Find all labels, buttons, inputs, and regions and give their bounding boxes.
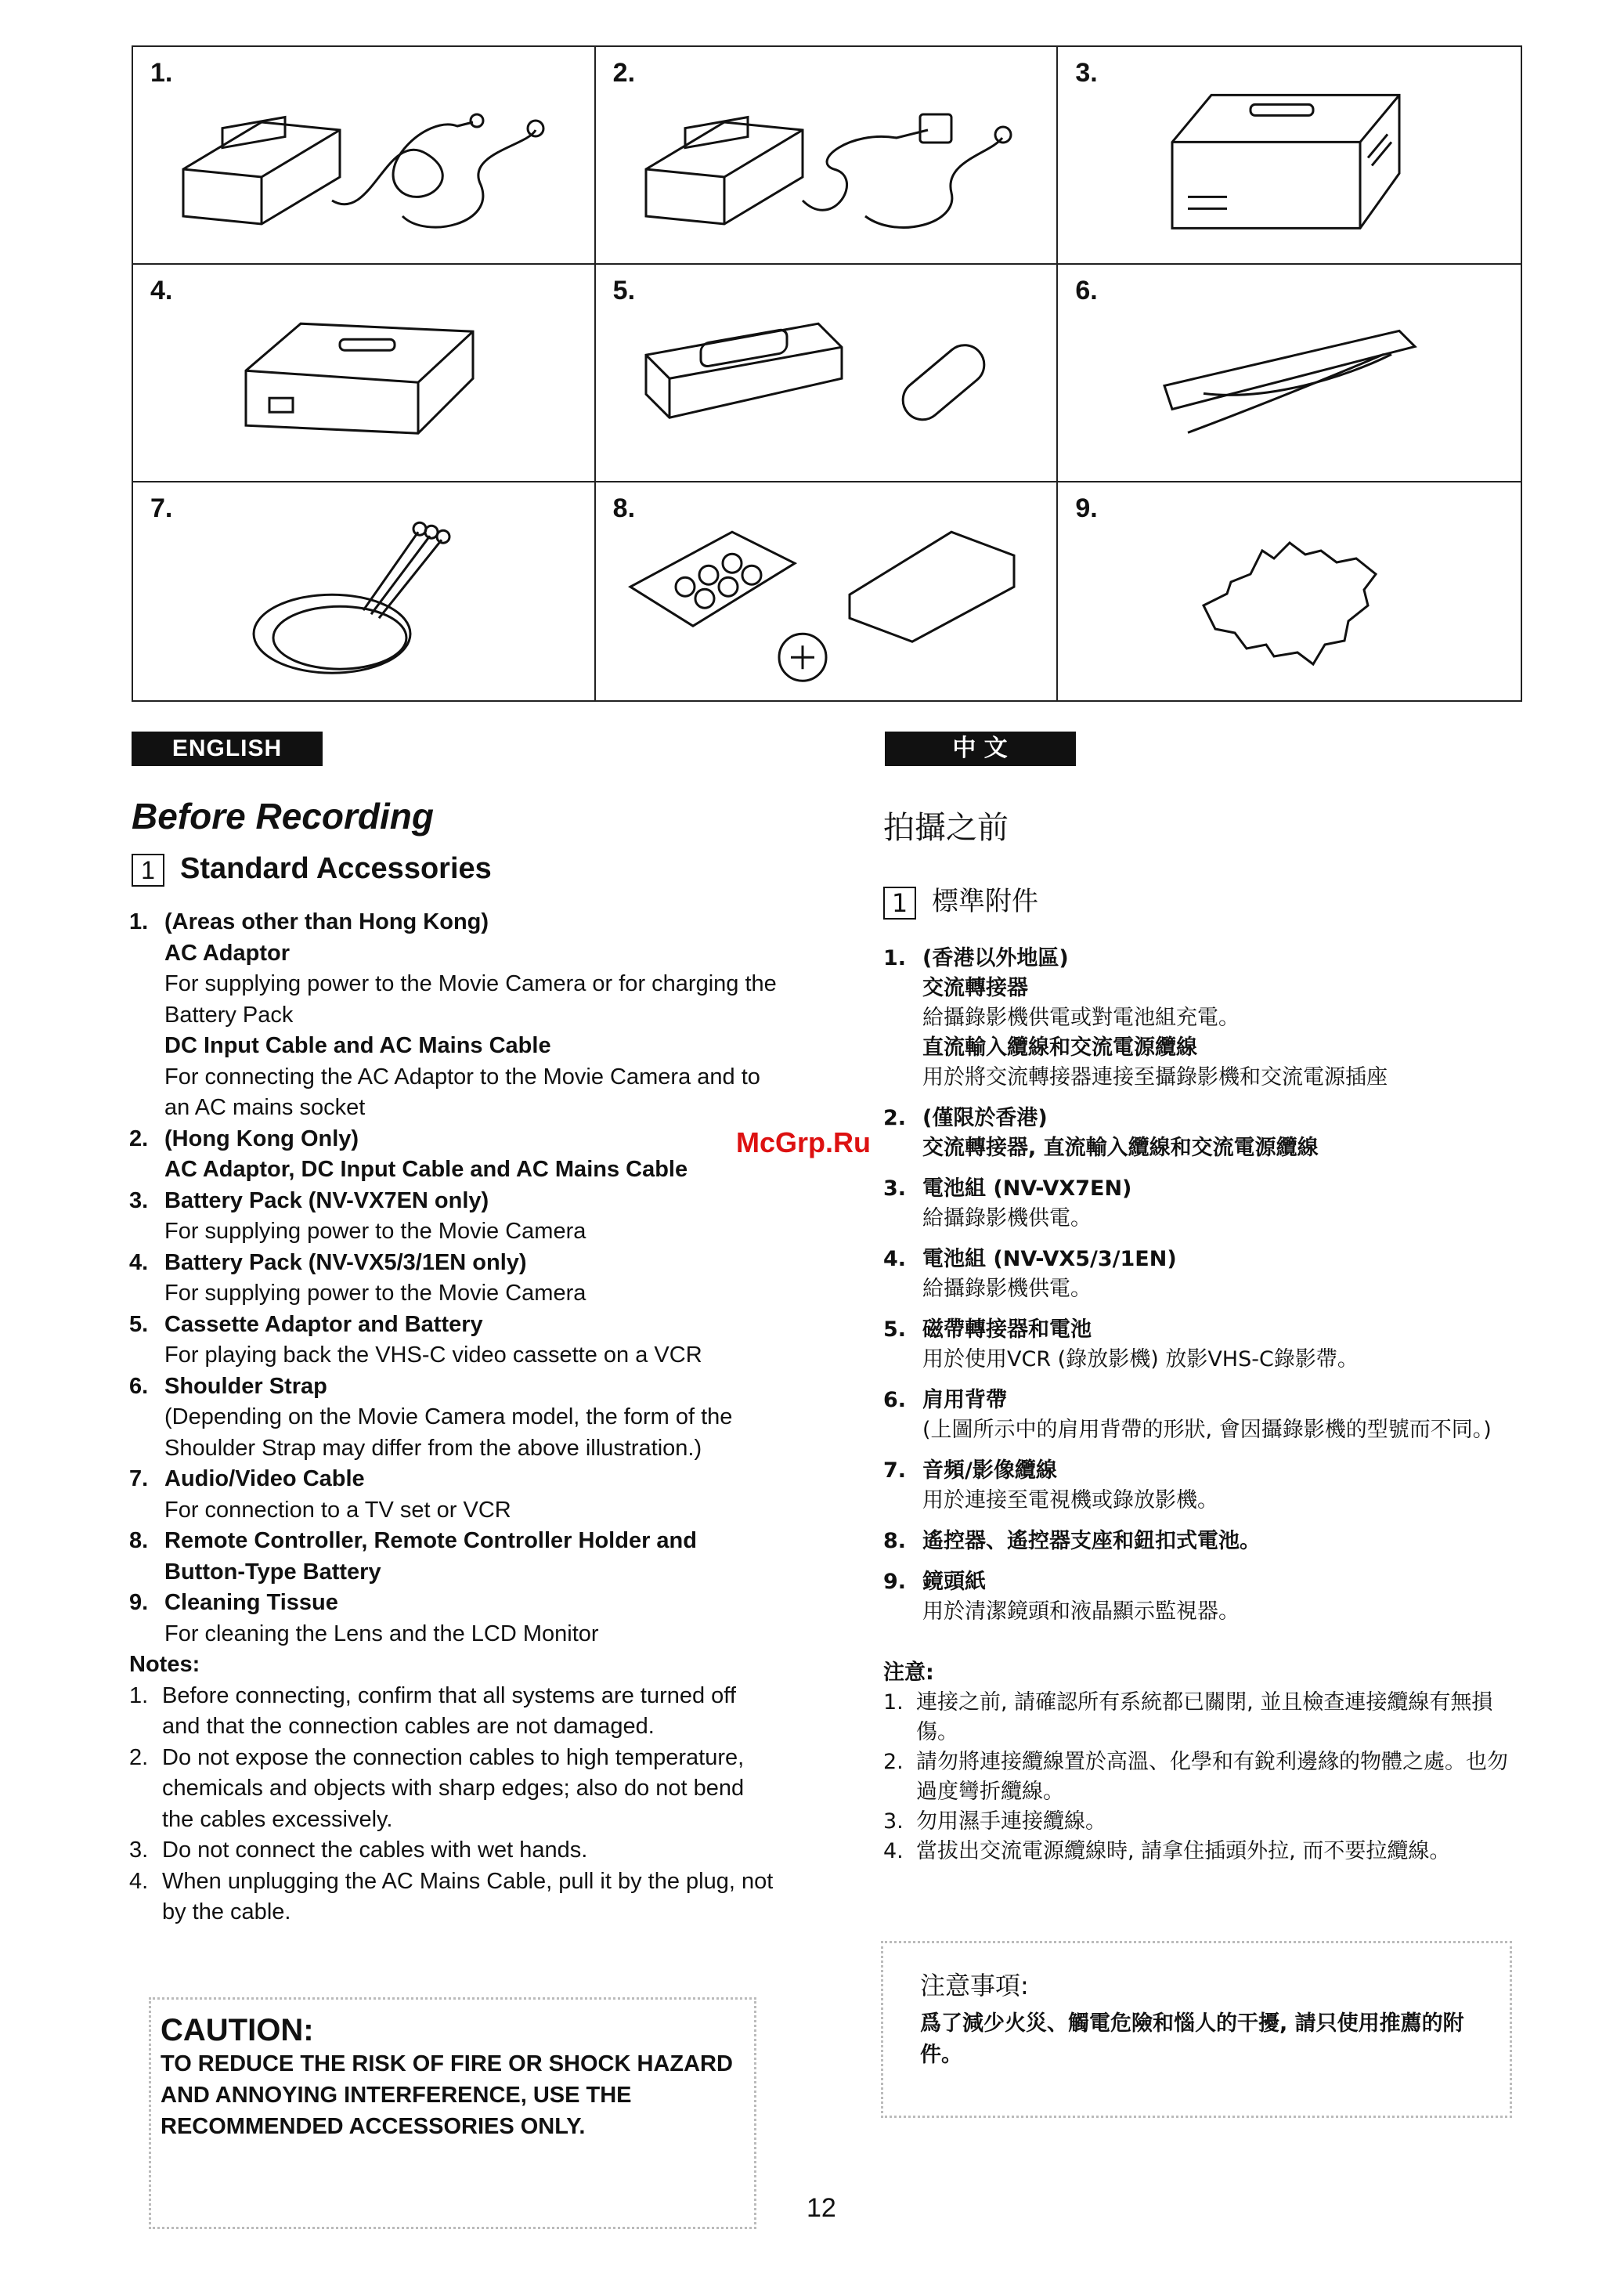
note-text: Do not expose the connection cables to high temperature, chemicals and objects with sharp edges; also do not bend the cables excessively.	[162, 1744, 745, 1832]
item-number: 5.	[883, 1317, 907, 1342]
item-heading: 音頻/影像纜線	[922, 1458, 1057, 1483]
caution-text: 爲了減少火災、觸電危險和惱人的干擾, 請只使用推薦的附件。	[920, 2011, 1464, 2067]
audio-video-cable-illustration	[246, 508, 481, 688]
item-body	[164, 1464, 779, 1526]
item-heading: 電池組 (NV-VX7EN)	[922, 1176, 1132, 1201]
item-body	[922, 1315, 1525, 1375]
item-number: 4.	[883, 1247, 907, 1271]
item-description: 用於清潔鏡頭和液晶顯示監視器。	[922, 1599, 1240, 1624]
item-description: For connecting the AC Adaptor to the Movie Camera and to an AC mains socket	[164, 1064, 760, 1120]
item-number: 9.	[883, 1570, 907, 1594]
item-number: 3.	[883, 1176, 907, 1201]
item-number: 1.	[129, 909, 149, 934]
chinese-column	[883, 944, 1525, 1866]
note-item	[883, 1688, 1525, 1747]
list-item	[883, 1567, 1525, 1627]
item-number: 2.	[129, 1126, 149, 1151]
item-body	[164, 1588, 779, 1650]
item-heading: (Areas other than Hong Kong)	[164, 909, 489, 934]
list-item	[129, 1588, 779, 1650]
item-body	[164, 1248, 779, 1310]
item-heading: Audio/Video Cable	[164, 1466, 365, 1491]
list-item	[883, 1104, 1525, 1163]
caution-title: 注意事項:	[920, 1971, 1029, 2000]
notes-list-english	[129, 1681, 779, 1928]
section-title: Standard Accessories	[180, 852, 492, 885]
item-description: (Depending on the Movie Camera model, the form of the Shoulder Strap may differ from the above illustration.)	[164, 1404, 733, 1461]
item-heading: (香港以外地區)	[922, 946, 1069, 970]
item-heading: Battery Pack (NV-VX5/3/1EN only)	[164, 1249, 527, 1275]
item-description: For cleaning the Lens and the LCD Monitor	[164, 1621, 599, 1646]
item-description: For supplying power to the Movie Camera	[164, 1219, 586, 1244]
item-body	[922, 1104, 1525, 1163]
item-heading: AC Adaptor, DC Input Cable and AC Mains Cable	[164, 1157, 688, 1182]
item-number: 6.	[129, 1373, 149, 1399]
item-number: 1.	[150, 58, 173, 88]
item-heading: AC Adaptor	[164, 940, 291, 966]
item-description: 用於將交流轉接器連接至攝錄影機和交流電源插座	[922, 1065, 1388, 1090]
item-body	[164, 1371, 779, 1465]
language-label-chinese: 中 文	[885, 732, 1076, 766]
list-item	[883, 1456, 1525, 1516]
note-number: 1.	[129, 1682, 149, 1708]
caution-title: CAUTION:	[161, 2013, 314, 2047]
page-title-english: Before Recording	[132, 796, 434, 837]
battery-pack-large-illustration	[1164, 79, 1415, 244]
item-heading: Cassette Adaptor and Battery	[164, 1311, 483, 1337]
item-number: 3.	[1075, 58, 1098, 88]
list-item	[129, 1248, 779, 1310]
grid-cell-3	[1058, 47, 1521, 265]
caution-chinese	[920, 1966, 1499, 2071]
list-item	[129, 1371, 779, 1465]
grid-cell-1	[133, 47, 596, 265]
item-heading: 遙控器、遙控器支座和鈕扣式電池。	[922, 1529, 1261, 1553]
item-heading: 交流轉接器, 直流輸入纜線和交流電源纜線	[922, 1136, 1319, 1160]
cleaning-tissue-illustration	[1188, 519, 1391, 676]
note-text: When unplugging the AC Mains Cable, pull it by the plug, not by the cable.	[162, 1868, 774, 1924]
shoulder-strap-illustration	[1157, 315, 1423, 440]
item-number: 7.	[150, 493, 173, 523]
caution-english	[161, 2013, 756, 2142]
item-number: 4.	[150, 276, 173, 305]
item-body	[164, 1186, 779, 1248]
item-heading: Remote Controller, Remote Controller Holder and Button-Type Battery	[164, 1528, 697, 1585]
note-item	[129, 1835, 779, 1866]
item-number: 6.	[883, 1388, 907, 1412]
item-number: 8.	[129, 1528, 149, 1553]
item-number: 6.	[1075, 276, 1098, 305]
note-text: Do not connect the cables with wet hands.	[162, 1838, 588, 1863]
note-text: 連接之前, 請確認所有系統都已關閉, 並且檢查連接纜線有無損傷。	[916, 1690, 1493, 1744]
section-heading-english	[132, 852, 492, 887]
page-title-chinese: 拍攝之前	[883, 810, 1009, 846]
caution-text: TO REDUCE THE RISK OF FIRE OR SHOCK HAZARD AND ANNOYING INTERFERENCE, USE THE RECOMMENDED ACCESSORIES ONLY.	[161, 2051, 733, 2139]
ac-adaptor-uk-plug-illustration	[630, 83, 1022, 240]
note-item	[883, 1837, 1525, 1866]
item-number: 7.	[883, 1458, 907, 1483]
item-body	[922, 1456, 1525, 1516]
item-body	[922, 944, 1525, 1093]
notes-title: Notes:	[129, 1652, 200, 1677]
item-number: 4.	[129, 1249, 149, 1275]
list-item	[129, 1310, 779, 1371]
item-description: 給攝錄影機供電。	[922, 1206, 1092, 1230]
notes-title: 注意:	[883, 1660, 934, 1685]
item-description: For supplying power to the Movie Camera	[164, 1281, 586, 1306]
note-item	[883, 1747, 1525, 1807]
item-description: For connection to a TV set or VCR	[164, 1497, 511, 1523]
item-heading: Battery Pack (NV-VX7EN only)	[164, 1187, 489, 1213]
note-number: 4.	[129, 1868, 149, 1894]
grid-cell-7	[133, 482, 596, 700]
section-heading-chinese	[883, 880, 1038, 920]
note-text: 勿用濕手連接纜線。	[916, 1809, 1106, 1834]
list-item	[129, 1526, 779, 1588]
list-item	[883, 1315, 1525, 1375]
item-heading: 直流輸入纜線和交流電源纜線	[922, 1035, 1197, 1060]
item-number: 7.	[129, 1466, 149, 1491]
note-item	[883, 1807, 1525, 1837]
item-body	[922, 1567, 1525, 1627]
note-text: 當拔出交流電源纜線時, 請拿住插頭外拉, 而不要拉纜線。	[916, 1839, 1451, 1863]
list-item	[883, 1386, 1525, 1445]
note-item	[129, 1681, 779, 1743]
item-number: 9.	[1075, 493, 1098, 523]
grid-cell-9	[1058, 482, 1521, 700]
item-body	[922, 1245, 1525, 1304]
item-body	[164, 907, 779, 1124]
item-description: 用於使用VCR (錄放影機) 放影VHS-C錄影帶。	[922, 1347, 1359, 1371]
note-number: 2.	[883, 1750, 904, 1774]
item-heading: (Hong Kong Only)	[164, 1126, 359, 1151]
item-heading: (僅限於香港)	[922, 1106, 1048, 1130]
accessory-list-english	[129, 907, 779, 1650]
item-number: 1.	[883, 946, 907, 970]
grid-cell-6	[1058, 265, 1521, 482]
remote-controller-holder-battery-illustration	[623, 508, 1030, 688]
item-number: 2.	[612, 58, 636, 88]
item-number: 5.	[612, 276, 636, 305]
item-heading: 磁帶轉接器和電池	[922, 1317, 1092, 1342]
item-number: 3.	[129, 1187, 149, 1213]
item-heading: 肩用背帶	[922, 1388, 1007, 1412]
item-heading: DC Input Cable and AC Mains Cable	[164, 1033, 551, 1058]
watermark-text: McGrp.Ru	[736, 1126, 872, 1158]
item-body	[164, 1310, 779, 1371]
item-number: 8.	[612, 493, 636, 523]
section-title: 標準附件	[932, 886, 1038, 917]
note-number: 3.	[129, 1838, 149, 1863]
list-item	[129, 1186, 779, 1248]
grid-cell-5	[596, 265, 1059, 482]
note-number: 4.	[883, 1839, 904, 1863]
item-number: 2.	[883, 1106, 907, 1130]
item-description: 給攝錄影機供電。	[922, 1277, 1092, 1301]
item-heading: Shoulder Strap	[164, 1373, 327, 1399]
item-body	[164, 1124, 779, 1186]
english-column	[129, 907, 779, 1928]
list-item	[883, 1174, 1525, 1234]
item-heading: Cleaning Tissue	[164, 1590, 338, 1615]
section-number-box: 1	[132, 854, 164, 887]
item-body	[922, 1386, 1525, 1445]
section-number-box: 1	[883, 887, 916, 920]
grid-cell-4	[133, 265, 596, 482]
item-heading: 電池組 (NV-VX5/3/1EN)	[922, 1247, 1177, 1271]
item-number: 5.	[129, 1311, 149, 1337]
language-label-english: ENGLISH	[132, 732, 323, 766]
list-item	[129, 907, 779, 1124]
item-heading: 鏡頭紙	[922, 1570, 986, 1594]
item-description: (上圖所示中的肩用背帶的形狀, 會因攝錄影機的型號而不同。)	[922, 1418, 1492, 1442]
note-text: Before connecting, confirm that all systems are turned off and that the connection cables are not damaged.	[162, 1682, 736, 1739]
item-body	[922, 1174, 1525, 1234]
notes-list-chinese	[883, 1688, 1525, 1866]
note-item	[129, 1866, 779, 1928]
note-number: 1.	[883, 1690, 904, 1715]
item-description: 用於連接至電視機或錄放影機。	[922, 1488, 1218, 1512]
item-body	[164, 1526, 779, 1588]
grid-cell-8	[596, 482, 1059, 700]
item-number: 9.	[129, 1590, 149, 1615]
battery-pack-small-illustration	[238, 308, 489, 449]
list-item	[883, 944, 1525, 1093]
cassette-adaptor-and-battery-illustration	[638, 308, 1014, 449]
item-number: 8.	[883, 1529, 907, 1553]
list-item	[883, 1527, 1525, 1556]
item-description: For supplying power to the Movie Camera or for charging the Battery Pack	[164, 971, 777, 1028]
note-text: 請勿將連接纜線置於高溫、化學和有銳利邊緣的物體之處。也勿過度彎折纜線。	[916, 1750, 1508, 1804]
item-description: For playing back the VHS-C video cassette on a VCR	[164, 1342, 702, 1368]
page-number: 12	[807, 2193, 836, 2223]
accessory-list-chinese	[883, 944, 1525, 1627]
list-item	[129, 1124, 779, 1186]
item-description: 給攝錄影機供電或對電池組充電。	[922, 1006, 1240, 1030]
ac-adaptor-with-cables-illustration	[168, 83, 559, 240]
accessory-grid	[132, 45, 1522, 702]
item-heading: 交流轉接器	[922, 976, 1028, 1000]
list-item	[883, 1245, 1525, 1304]
note-number: 2.	[129, 1744, 149, 1770]
note-number: 3.	[883, 1809, 904, 1834]
item-body	[922, 1527, 1525, 1556]
note-item	[129, 1743, 779, 1836]
list-item	[129, 1464, 779, 1526]
grid-cell-2	[596, 47, 1059, 265]
